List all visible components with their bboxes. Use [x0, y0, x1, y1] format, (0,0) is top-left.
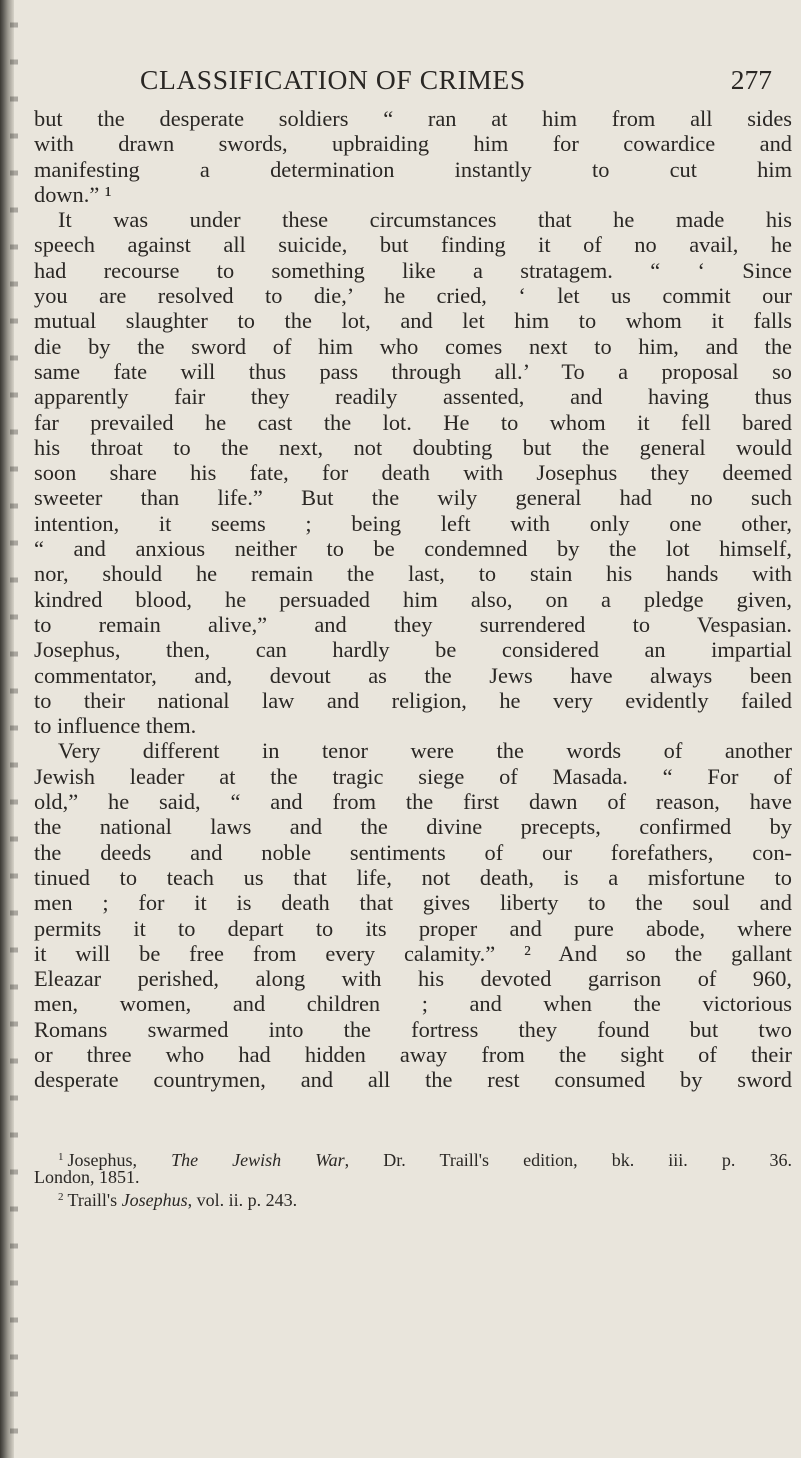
- text-line: or three who had hidden away from the sight of their: [34, 1041, 792, 1067]
- text-line: the deeds and noble sentiments of our forefathers, con-: [34, 839, 792, 865]
- footnote-text: Traill's: [67, 1190, 122, 1210]
- footnote-marker: 1: [58, 1151, 64, 1163]
- text-line: to their national law and religion, he very evidently failed: [34, 687, 792, 713]
- footnote-line: London, 1851.: [34, 1167, 140, 1187]
- text-line: apparently fair they readily assented, and having thus: [34, 384, 792, 410]
- footnote-title: The Jewish War: [171, 1150, 345, 1170]
- book-page: [22, 0, 801, 1458]
- text-line: same fate will thus pass through all.’ To a proposal so: [34, 358, 792, 384]
- text-line: far prevailed he cast the lot. He to whom it fell bared: [34, 409, 792, 435]
- page-number: 277: [730, 64, 772, 95]
- text-line: it will be free from every calamity.” ² And so the gallant: [34, 940, 792, 966]
- text-line: speech against all suicide, but finding it of no avail, he: [34, 232, 792, 258]
- paragraph-start-line: It was under these circumstances that he made his: [58, 207, 792, 233]
- text-line: manifesting a determination instantly to cut him: [34, 156, 792, 182]
- text-line: Jewish leader at the tragic siege of Masada. “ For of: [34, 763, 792, 789]
- binding-stitch-marks: [10, 0, 18, 1458]
- running-header: [88, 64, 786, 96]
- text-line: intention, it seems ; being left with only one other,: [34, 510, 792, 536]
- text-line: mutual slaughter to the lot, and let him to whom it falls: [34, 308, 792, 334]
- text-line: Eleazar perished, along with his devoted garrison of 960,: [34, 966, 792, 992]
- text-line: “ and anxious neither to be condemned by the lot himself,: [34, 536, 792, 562]
- footnote-2: [34, 1187, 792, 1210]
- text-line: but the desperate soldiers “ ran at him from all sides: [34, 106, 792, 131]
- text-line: men ; for it is death that gives liberty to the soul and: [34, 890, 792, 916]
- footnote-marker: 2: [58, 1191, 64, 1203]
- footnote-1: [34, 1147, 792, 1187]
- text-line: die by the sword of him who comes next to him, and the: [34, 333, 792, 359]
- footnote-text: Josephus,: [67, 1150, 172, 1170]
- text-line: tinued to teach us that life, not death, is a misfortune to: [34, 864, 792, 890]
- footnote-title: Josephus: [121, 1190, 188, 1210]
- text-line: soon share his fate, for death with Josephus they deemed: [34, 460, 792, 486]
- text-line: nor, should he remain the last, to stain his hands with: [34, 561, 792, 587]
- footnote-line: [34, 1187, 792, 1210]
- text-line: old,” he said, “ and from the first dawn of reason, have: [34, 789, 792, 815]
- text-line: down.” ¹: [34, 181, 112, 207]
- text-line: his throat to the next, not doubting but the general would: [34, 434, 792, 460]
- running-title: CLASSIFICATION OF CRIMES: [140, 64, 526, 95]
- text-line: to remain alive,” and they surrendered to Vespasian.: [34, 611, 792, 637]
- footnote-text: , Dr. Traill's edition, bk. iii. p. 36.: [344, 1150, 792, 1170]
- text-line: you are resolved to die,’ he cried, ‘ let us commit our: [34, 283, 792, 309]
- paragraph-start-line: Very different in tenor were the words of another: [58, 738, 792, 764]
- text-line: Josephus, then, can hardly be considered an impartial: [34, 637, 792, 663]
- text-line: had recourse to something like a stratagem. “ ‘ Since: [34, 257, 792, 283]
- text-line: desperate countrymen, and all the rest consumed by sword: [34, 1067, 792, 1093]
- text-line: with drawn swords, upbraiding him for cowardice and: [34, 131, 792, 157]
- text-line: kindred blood, he persuaded him also, on a pledge given,: [34, 586, 792, 612]
- text-line: permits it to depart to its proper and pure abode, where: [34, 915, 792, 941]
- footnote-line: [34, 1147, 792, 1170]
- text-line: the national laws and the divine precepts, confirmed by: [34, 814, 792, 840]
- text-line: commentator, and, devout as the Jews have always been: [34, 662, 792, 688]
- text-line: Romans swarmed into the fortress they found but two: [34, 1016, 792, 1042]
- text-line: to influence them.: [34, 713, 197, 739]
- footnote-text: , vol. ii. p. 243.: [187, 1190, 298, 1210]
- text-line: men, women, and children ; and when the victorious: [34, 991, 792, 1017]
- footnotes: [34, 1147, 792, 1210]
- body-text: [34, 106, 792, 1093]
- text-line: sweeter than life.” But the wily general had no such: [34, 485, 792, 511]
